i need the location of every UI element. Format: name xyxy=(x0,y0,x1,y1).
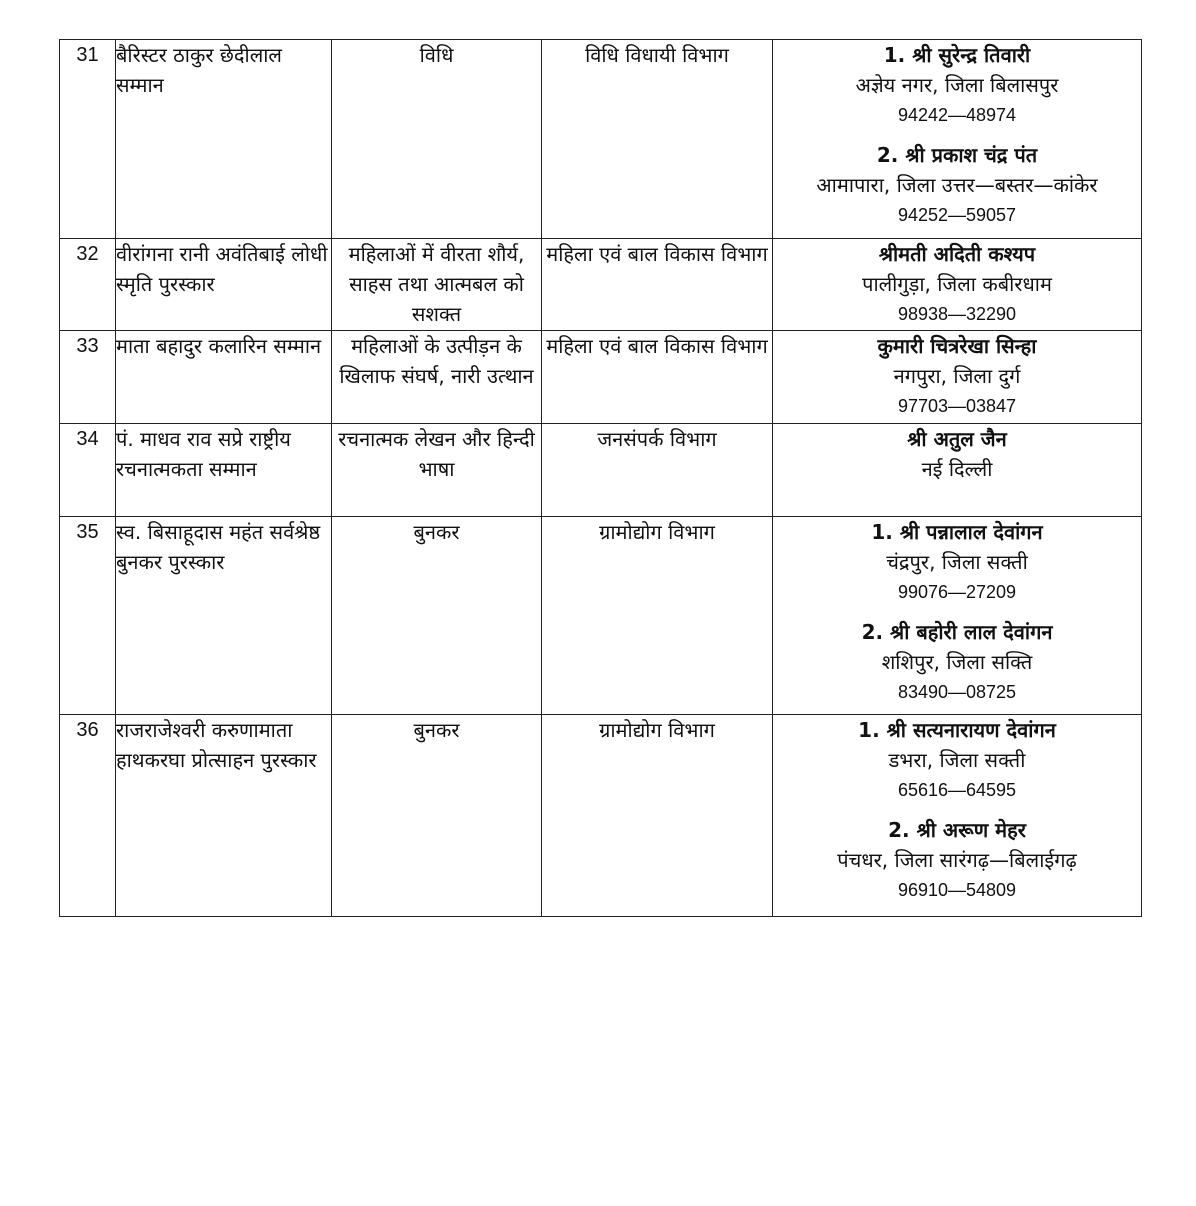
department-cell: जनसंपर्क विभाग xyxy=(542,424,773,517)
department-cell: ग्रामोद्योग विभाग xyxy=(542,715,773,917)
recipient-name: श्रीमती अदिती कश्यप xyxy=(878,242,1036,266)
recipient xyxy=(773,715,1141,805)
serial-number-cell: 35 xyxy=(60,517,116,715)
recipients-cell xyxy=(773,40,1142,239)
recipients-cell xyxy=(773,715,1142,917)
department-cell: महिला एवं बाल विकास विभाग xyxy=(542,331,773,424)
recipient-phone: 65616—64595 xyxy=(897,780,1017,800)
field-cell: विधि xyxy=(332,40,542,239)
serial-number-cell: 36 xyxy=(60,715,116,917)
recipient-phone: 94242—48974 xyxy=(897,105,1017,125)
award-name-cell: राजराजेश्वरी करुणामाता हाथकरघा प्रोत्साहन पुरस्कार xyxy=(116,715,332,917)
table-row xyxy=(60,239,1142,331)
recipient-name: 1. श्री सुरेन्द्र तिवारी xyxy=(883,43,1031,67)
recipient-phone: 94252—59057 xyxy=(897,205,1017,225)
recipient xyxy=(773,40,1141,130)
serial-number-cell: 32 xyxy=(60,239,116,331)
table-row xyxy=(60,331,1142,424)
recipient-phone: 83490—08725 xyxy=(897,682,1017,702)
recipient-name: 1. श्री पन्नालाल देवांगन xyxy=(871,520,1043,544)
recipient xyxy=(773,617,1141,707)
recipients-cell xyxy=(773,424,1142,517)
serial-number-cell: 33 xyxy=(60,331,116,424)
award-name-cell: बैरिस्टर ठाकुर छेदीलाल सम्मान xyxy=(116,40,332,239)
serial-number-cell: 34 xyxy=(60,424,116,517)
recipient-phone: 99076—27209 xyxy=(897,582,1017,602)
award-name-cell: स्व. बिसाहूदास महंत सर्वश्रेष्ठ बुनकर पुरस्कार xyxy=(116,517,332,715)
recipients-cell xyxy=(773,239,1142,331)
recipient-name: 2. श्री अरूण मेहर xyxy=(888,818,1026,842)
recipient xyxy=(773,331,1141,421)
recipient xyxy=(773,140,1141,230)
field-cell: महिलाओं में वीरता शौर्य, साहस तथा आत्मबल को सशक्त xyxy=(332,239,542,331)
table-row xyxy=(60,715,1142,917)
recipient-name: 2. श्री प्रकाश चंद्र पंत xyxy=(876,143,1038,167)
department-cell: महिला एवं बाल विकास विभाग xyxy=(542,239,773,331)
field-cell: महिलाओं के उत्पीड़न के खिलाफ संघर्ष, नारी उत्थान xyxy=(332,331,542,424)
awards-table-body xyxy=(60,40,1142,917)
field-cell: बुनकर xyxy=(332,715,542,917)
recipient xyxy=(773,815,1141,905)
recipient-address: डभरा, जिला सक्ती xyxy=(888,748,1026,772)
recipient-address: नगपुरा, जिला दुर्ग xyxy=(893,364,1021,388)
table-row xyxy=(60,424,1142,517)
recipients-cell xyxy=(773,331,1142,424)
recipient-address: चंद्रपुर, जिला सक्ती xyxy=(886,550,1028,574)
department-cell: ग्रामोद्योग विभाग xyxy=(542,517,773,715)
award-name-cell: वीरांगना रानी अवंतिबाई लोधी स्मृति पुरस्कार xyxy=(116,239,332,331)
recipient-name: 1. श्री सत्यनारायण देवांगन xyxy=(858,718,1056,742)
recipient-name: श्री अतुल जैन xyxy=(907,427,1007,451)
recipient-name: 2. श्री बहोरी लाल देवांगन xyxy=(861,620,1053,644)
recipients-cell xyxy=(773,517,1142,715)
recipient-address: अज्ञेय नगर, जिला बिलासपुर xyxy=(855,73,1059,97)
recipient-address: आमापारा, जिला उत्तर—बस्तर—कांकेर xyxy=(816,173,1098,197)
table-row xyxy=(60,40,1142,239)
recipient xyxy=(773,239,1141,329)
recipient-address: शशिपुर, जिला सक्ति xyxy=(881,650,1033,674)
field-cell: रचनात्मक लेखन और हिन्दी भाषा xyxy=(332,424,542,517)
recipient-phone: 96910—54809 xyxy=(897,880,1017,900)
field-cell: बुनकर xyxy=(332,517,542,715)
award-name-cell: पं. माधव राव सप्रे राष्ट्रीय रचनात्मकता सम्मान xyxy=(116,424,332,517)
awards-table xyxy=(59,39,1142,917)
recipient-phone: 97703—03847 xyxy=(897,396,1017,416)
recipient-address: पंचधर, जिला सारंगढ़—बिलाईगढ़ xyxy=(837,848,1077,872)
recipient-address: नई दिल्ली xyxy=(921,457,993,481)
table-row xyxy=(60,517,1142,715)
recipient xyxy=(773,424,1141,484)
department-cell: विधि विधायी विभाग xyxy=(542,40,773,239)
award-name-cell: माता बहादुर कलारिन सम्मान xyxy=(116,331,332,424)
recipient xyxy=(773,517,1141,607)
recipient-name: कुमारी चित्ररेखा सिन्हा xyxy=(877,334,1037,358)
serial-number-cell: 31 xyxy=(60,40,116,239)
recipient-address: पालीगुड़ा, जिला कबीरधाम xyxy=(862,272,1052,296)
recipient-phone: 98938—32290 xyxy=(897,304,1017,324)
